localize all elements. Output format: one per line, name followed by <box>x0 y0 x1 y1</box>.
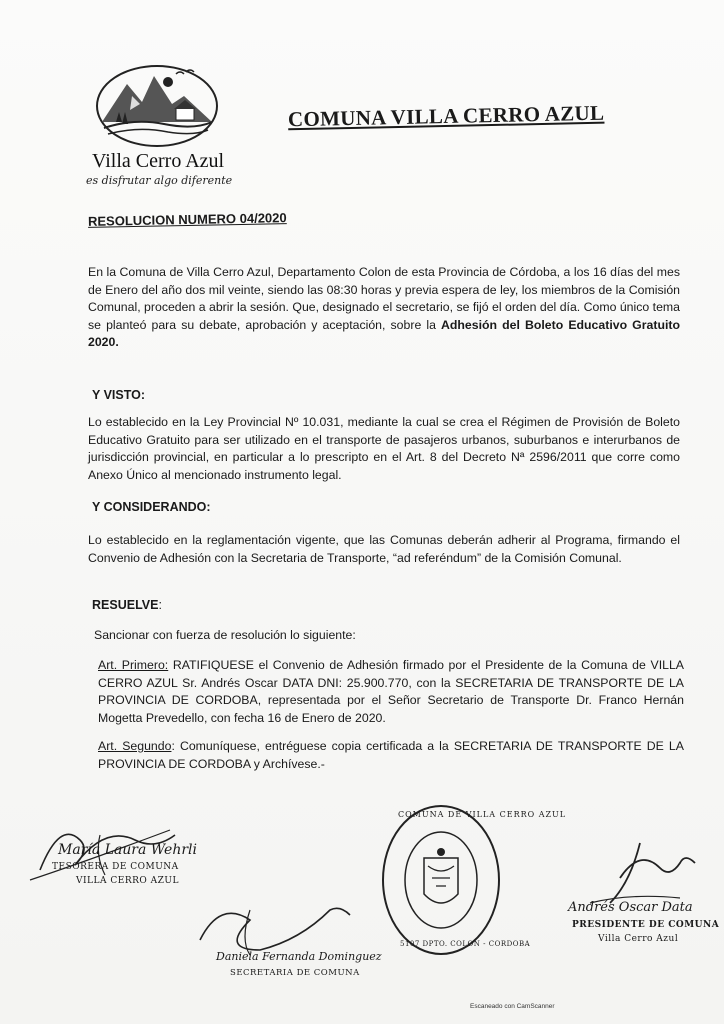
secretaria-role: SECRETARIA DE COMUNA <box>230 968 360 978</box>
tesorera-name: María Laura Wehrli <box>58 842 197 858</box>
resuelve-heading-text: RESUELVE <box>92 598 159 612</box>
intro-text: En la Comuna de Villa Cerro Azul, Departamento Colon de esta Provincia de Córdoba, a los 16 días del mes de Enero del año dos mil veinte, siendo las 08:30 horas y previa espera de ley, los miembros de la Comisión Comunal, proceden a abrir la sesión. Que, designado el secretario, se fijó el orden del día. Como único tema se planteó para su debate, aprobación y aceptación, sobre la <box>88 265 680 332</box>
official-seal-icon <box>376 800 506 960</box>
logo-name: Villa Cerro Azul <box>92 150 225 172</box>
presidente-role: PRESIDENTE DE COMUNA <box>572 920 720 930</box>
presidente-name: Andrés Oscar Data <box>568 900 693 915</box>
page-title: COMUNA VILLA CERRO AZUL <box>287 100 605 132</box>
considerando-paragraph: Lo establecido en la reglamentación vigente, que las Comunas deberán adherir al Programa, firmando el Convenio de Adhesión con la Secretaria de Transporte, “ad referéndum” de la Comisión Comunal. <box>88 533 680 565</box>
comuna-logo <box>86 62 236 192</box>
tesorera-role: TESORERA DE COMUNA <box>52 862 179 872</box>
logo-tagline: es disfrutar algo diferente <box>86 174 233 187</box>
resuelve-colon: : <box>158 598 162 612</box>
considerando-heading: Y CONSIDERANDO: <box>92 500 211 514</box>
seal-text: COMUNA DE VILLA CERRO AZUL <box>398 810 567 819</box>
art2-text: : Comuníquese, entréguese copia certificada a la SECRETARIA DE TRANSPORTE DE LA PROVINCIA DE CORDOBA y Archívese.- <box>98 739 684 771</box>
visto-heading: Y VISTO: <box>92 388 146 402</box>
visto-paragraph: Lo establecido en la Ley Provincial Nº 10.031, mediante la cual se crea el Régimen de Provisión de Boleto Educativo Gratuito para ser utilizado en el transporte de pasajeros urbanos, suburbanos e interurbanos de jurisdicción provincial, en particular a lo prescripto en el Art. 8 del Decreto Nª 2596/2011 que corre como Anexo Único al mencionado instrumento legal. <box>88 415 680 482</box>
art1-text: RATIFIQUESE el Convenio de Adhesión firmado por el Presidente de la Comuna de VILLA CERRO AZUL Sr. Andrés Oscar DATA DNI: 25.900.770, con la SECRETARIA DE TRANSPORTE DE LA PROVINCIA DE CORDOBA, representada por el Señor Secretario de Transporte Dr. Franco Hernán Mogetta Prevedello, con fecha 16 de Enero de 2020. <box>98 658 684 725</box>
mountain-logo-icon <box>92 62 222 152</box>
article-primero <box>98 657 684 727</box>
tesorera-place: VILLA CERRO AZUL <box>76 876 179 886</box>
art2-label: Art. Segundo <box>98 739 172 753</box>
scanner-footer: Escaneado con CamScanner <box>470 1003 555 1010</box>
presidente-place: Villa Cerro Azul <box>598 934 679 944</box>
intro-paragraph <box>88 264 680 352</box>
secretaria-name: Daniela Fernanda Dominguez <box>216 950 382 963</box>
art1-label: Art. Primero: <box>98 658 169 672</box>
article-segundo <box>98 738 684 773</box>
intro-bold-text: Adhesión del Boleto Educativo Gratuito 2020. <box>88 317 680 350</box>
resolution-title: RESOLUCION NUMERO 04/2020 <box>87 210 287 229</box>
seal-bottom-text: 5107 DPTO. COLON - CORDOBA <box>400 940 531 948</box>
resuelve-intro: Sancionar con fuerza de resolución lo siguiente: <box>94 628 356 642</box>
resuelve-heading <box>92 598 162 612</box>
